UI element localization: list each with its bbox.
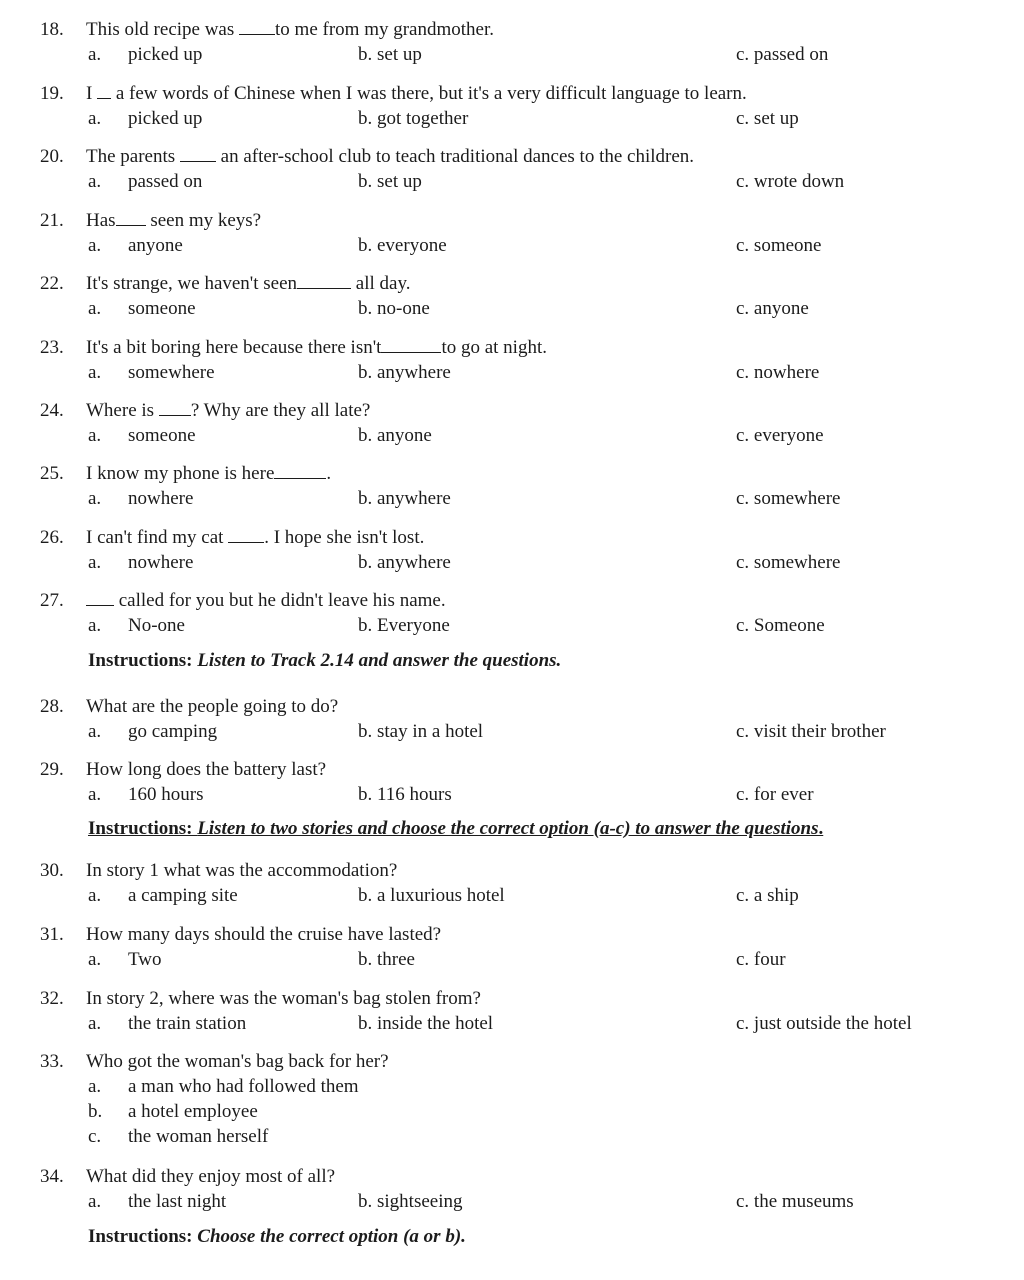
instructions-tail: . <box>818 818 824 839</box>
option-b[interactable]: b. anyone <box>358 425 432 446</box>
option-c[interactable]: the woman herself <box>128 1126 269 1147</box>
question-number: 23. <box>40 337 64 358</box>
option-c[interactable]: c. someone <box>736 235 822 256</box>
question-28 <box>40 696 1000 746</box>
question-text: How long does the battery last? <box>86 759 327 780</box>
option-b[interactable]: b. stay in a hotel <box>358 721 484 742</box>
answer-blank[interactable] <box>239 19 275 35</box>
option-c[interactable]: c. nowhere <box>736 362 820 383</box>
question-33 <box>40 1051 1000 1151</box>
option-letter: a. <box>88 615 102 636</box>
question-number: 26. <box>40 527 64 548</box>
question-text: What are the people going to do? <box>86 696 339 717</box>
question-34 <box>40 1166 1000 1216</box>
instructions-text: Choose the correct option (a or b). <box>197 1226 466 1247</box>
option-a[interactable]: nowhere <box>128 552 194 573</box>
option-letter: a. <box>88 488 102 509</box>
option-a[interactable]: 160 hours <box>128 784 204 805</box>
question-21 <box>40 210 1000 260</box>
option-b[interactable]: b. Everyone <box>358 615 450 636</box>
option-c[interactable]: c. for ever <box>736 784 814 805</box>
question-text: How many days should the cruise have lasted? <box>86 924 442 945</box>
question-text: I can't find my cat . I hope she isn't lost. <box>86 527 425 548</box>
instructions-label: Instructions: <box>88 818 198 839</box>
option-c[interactable]: c. four <box>736 949 786 970</box>
option-letter: a. <box>88 235 102 256</box>
option-b[interactable]: b. anywhere <box>358 488 451 509</box>
instructions-text: Listen to two stories and choose the correct option (a-c) to answer the questions <box>197 818 819 839</box>
option-letter: a. <box>88 721 102 742</box>
option-b[interactable]: b. anywhere <box>358 362 451 383</box>
option-a[interactable]: picked up <box>128 44 203 65</box>
option-letter: a. <box>88 362 102 383</box>
option-b[interactable]: b. no-one <box>358 298 430 319</box>
question-text: called for you but he didn't leave his name. <box>86 590 446 612</box>
option-a[interactable]: a man who had followed them <box>128 1076 359 1097</box>
question-number: 34. <box>40 1166 64 1187</box>
question-text: Has seen my keys? <box>86 210 262 231</box>
option-a[interactable]: someone <box>128 298 196 319</box>
question-27 <box>40 590 1000 640</box>
option-c[interactable]: c. the museums <box>736 1191 854 1212</box>
instructions <box>88 1226 466 1248</box>
option-b[interactable]: b. anywhere <box>358 552 451 573</box>
question-number: 32. <box>40 988 64 1009</box>
option-b[interactable]: b. got together <box>358 108 469 129</box>
instructions <box>88 650 561 672</box>
option-a[interactable]: the train station <box>128 1013 247 1034</box>
option-letter: a. <box>88 108 102 129</box>
instructions-text: Listen to Track 2.14 and answer the questions. <box>197 650 562 671</box>
option-c[interactable]: c. visit their brother <box>736 721 886 742</box>
answer-blank[interactable] <box>274 463 326 479</box>
option-c[interactable]: c. anyone <box>736 298 809 319</box>
question-number: 30. <box>40 860 64 881</box>
option-b[interactable]: b. a luxurious hotel <box>358 885 505 906</box>
option-a[interactable]: go camping <box>128 721 218 742</box>
answer-blank[interactable] <box>97 83 111 99</box>
answer-blank[interactable] <box>180 146 216 162</box>
question-19 <box>40 83 1000 133</box>
question-number: 21. <box>40 210 64 231</box>
question-22 <box>40 273 1000 323</box>
option-c[interactable]: c. somewhere <box>736 488 841 509</box>
question-text: The parents an after-school club to teach traditional dances to the children. <box>86 146 695 167</box>
option-b[interactable]: b. three <box>358 949 415 970</box>
option-b[interactable]: b. inside the hotel <box>358 1013 494 1034</box>
option-letter: a. <box>88 171 102 192</box>
instructions-label: Instructions: <box>88 650 198 671</box>
instructions <box>88 818 823 840</box>
question-text: What did they enjoy most of all? <box>86 1166 336 1187</box>
option-b[interactable]: b. sightseeing <box>358 1191 463 1212</box>
question-26 <box>40 527 1000 577</box>
option-b[interactable]: b. set up <box>358 44 422 65</box>
option-c[interactable]: c. set up <box>736 108 799 129</box>
instructions-label: Instructions: <box>88 1226 198 1247</box>
option-a[interactable]: passed on <box>128 171 203 192</box>
question-text: I know my phone is here . <box>86 463 332 484</box>
question-number: 29. <box>40 759 64 780</box>
option-letter: a. <box>88 1076 102 1097</box>
answer-blank[interactable] <box>228 527 264 543</box>
answer-blank[interactable] <box>297 273 351 289</box>
option-letter: a. <box>88 1191 102 1212</box>
option-letter: a. <box>88 949 102 970</box>
option-a[interactable]: No-one <box>128 615 185 636</box>
answer-blank[interactable] <box>381 337 441 353</box>
option-c[interactable]: c. somewhere <box>736 552 841 573</box>
question-number: 31. <box>40 924 64 945</box>
question-text: It's strange, we haven't seen all day. <box>86 273 411 294</box>
option-letter: a. <box>88 885 102 906</box>
question-number: 18. <box>40 19 64 40</box>
question-text: Who got the woman's bag back for her? <box>86 1051 389 1072</box>
question-32 <box>40 988 1000 1038</box>
question-31 <box>40 924 1000 974</box>
option-b[interactable]: b. everyone <box>358 235 447 256</box>
question-text: This old recipe was to me from my grandmother. <box>86 19 494 40</box>
option-a[interactable]: Two <box>128 949 162 970</box>
question-24 <box>40 400 1000 450</box>
question-text: It's a bit boring here because there isn't to go at night. <box>86 337 547 358</box>
question-30 <box>40 860 1000 910</box>
question-text: In story 1 what was the accommodation? <box>86 860 398 881</box>
option-letter: a. <box>88 298 102 319</box>
question-number: 27. <box>40 590 64 611</box>
question-25 <box>40 463 1000 513</box>
option-b[interactable]: b. set up <box>358 171 422 192</box>
answer-blank[interactable] <box>86 590 114 606</box>
option-c[interactable]: c. everyone <box>736 425 824 446</box>
question-number: 22. <box>40 273 64 294</box>
question-29 <box>40 759 1000 809</box>
question-number: 33. <box>40 1051 64 1072</box>
question-number: 24. <box>40 400 64 421</box>
question-23 <box>40 337 1000 387</box>
option-c[interactable]: c. wrote down <box>736 171 845 192</box>
question-number: 25. <box>40 463 64 484</box>
question-20 <box>40 146 1000 196</box>
option-b[interactable]: b. 116 hours <box>358 784 452 805</box>
option-a[interactable]: anyone <box>128 235 183 256</box>
option-a[interactable]: a camping site <box>128 885 238 906</box>
question-number: 20. <box>40 146 64 167</box>
option-letter: c. <box>88 1126 102 1147</box>
answer-blank[interactable] <box>159 400 191 416</box>
option-a[interactable]: the last night <box>128 1191 227 1212</box>
option-b[interactable]: a hotel employee <box>128 1101 258 1122</box>
option-letter: a. <box>88 552 102 573</box>
option-letter: a. <box>88 1013 102 1034</box>
option-c[interactable]: c. a ship <box>736 885 799 906</box>
question-text: Where is ? Why are they all late? <box>86 400 371 421</box>
option-c[interactable]: c. passed on <box>736 44 829 65</box>
question-number: 28. <box>40 696 64 717</box>
option-a[interactable]: picked up <box>128 108 203 129</box>
option-a[interactable]: nowhere <box>128 488 194 509</box>
question-text: In story 2, where was the woman's bag stolen from? <box>86 988 481 1009</box>
option-a[interactable]: somewhere <box>128 362 215 383</box>
option-c[interactable]: c. Someone <box>736 615 825 636</box>
option-c[interactable]: c. just outside the hotel <box>736 1013 912 1034</box>
option-a[interactable]: someone <box>128 425 196 446</box>
option-letter: a. <box>88 44 102 65</box>
question-text: I a few words of Chinese when I was there, but it's a very difficult language to learn. <box>86 83 747 104</box>
option-letter: a. <box>88 784 102 805</box>
question-18 <box>40 19 1000 69</box>
answer-blank[interactable] <box>116 210 146 226</box>
option-letter: a. <box>88 425 102 446</box>
question-number: 19. <box>40 83 64 104</box>
option-letter: b. <box>88 1101 103 1122</box>
